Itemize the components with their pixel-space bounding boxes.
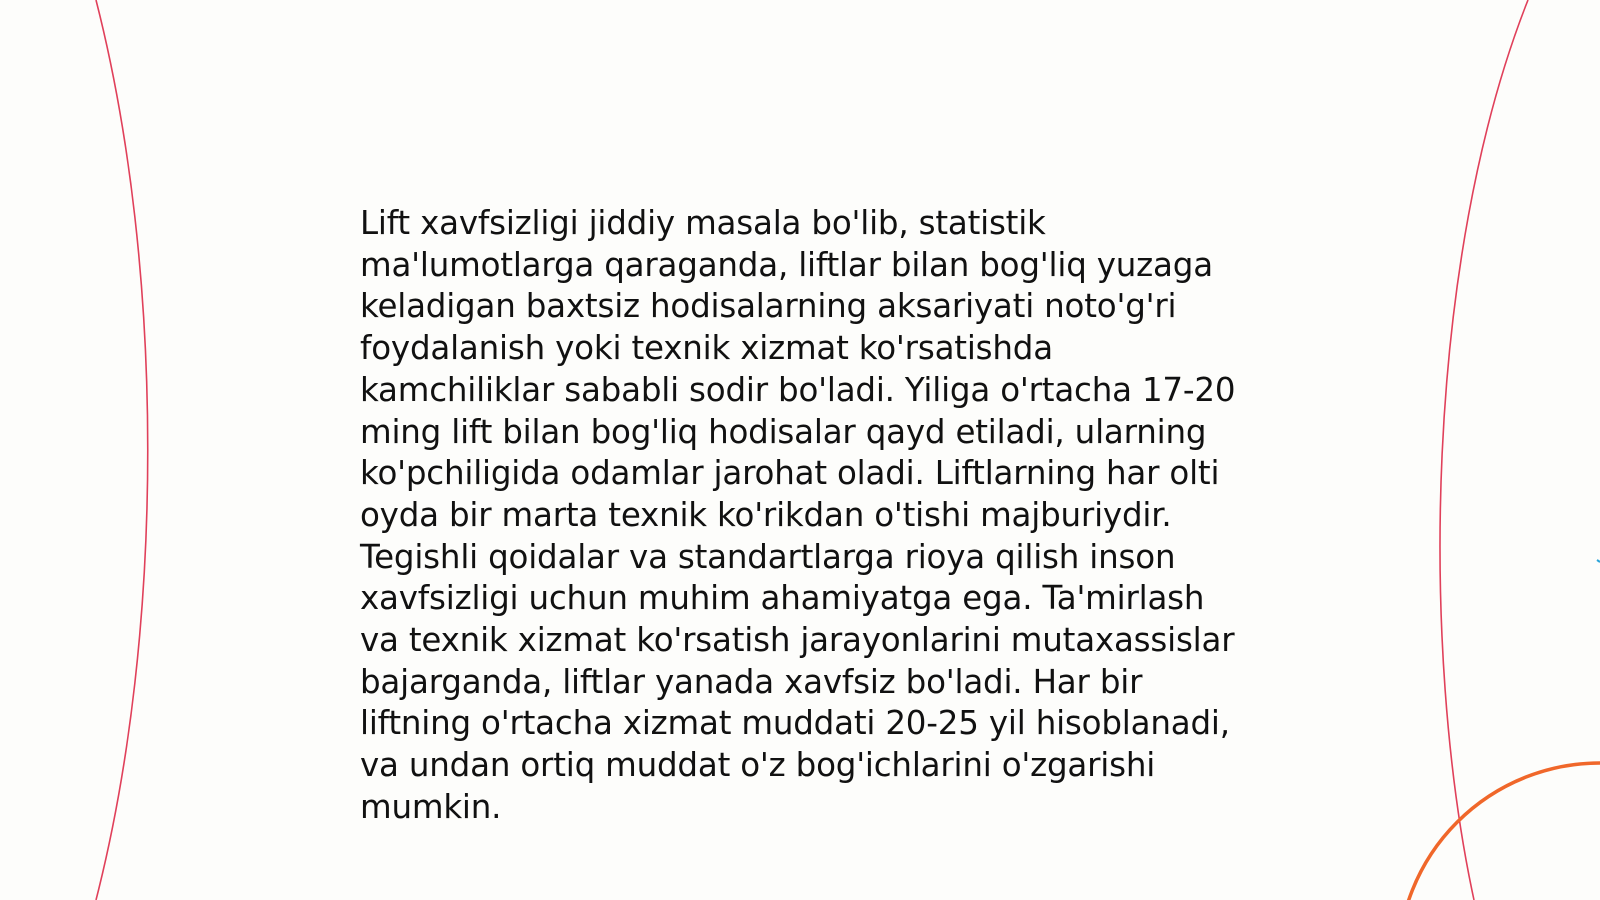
left-curve-line [96,0,148,900]
slide-body-text: Lift xavfsizligi jiddiy masala bo'lib, statistik ma'lumotlarga qaraganda, liftlar bilan bog'liq yuzaga keladigan baxtsiz hodisalarning aksariyati noto'g'ri foydalanish yoki texnik xizmat ko'rsatishda kamchiliklar sababli sodir bo'ladi. Yiliga o'rtacha 17-20 ming lift bilan bog'liq hodisalar qayd etiladi, ularning ko'pchiligida odamlar jarohat oladi. Liftlarning har olti oyda bir marta texnik ko'rikdan o'tishi majburiydir. Tegishli qoidalar va standartlarga rioya qilish inson xavfsizligi uchun muhim ahamiyatga ega. Ta'mirlash va texnik xizmat ko'rsatish jarayonlarini mutaxassislar bajarganda, liftlar yanada xavfsiz bo'ladi. Har bir liftning o'rtacha xizmat muddati 20-25 yil hisoblanadi, va undan ortiq muddat o'z bog'ichlarini o'zgarishi mumkin. [360,204,1236,826]
orange-arc-accent [1398,763,1600,900]
right-curve-line [1440,0,1528,900]
